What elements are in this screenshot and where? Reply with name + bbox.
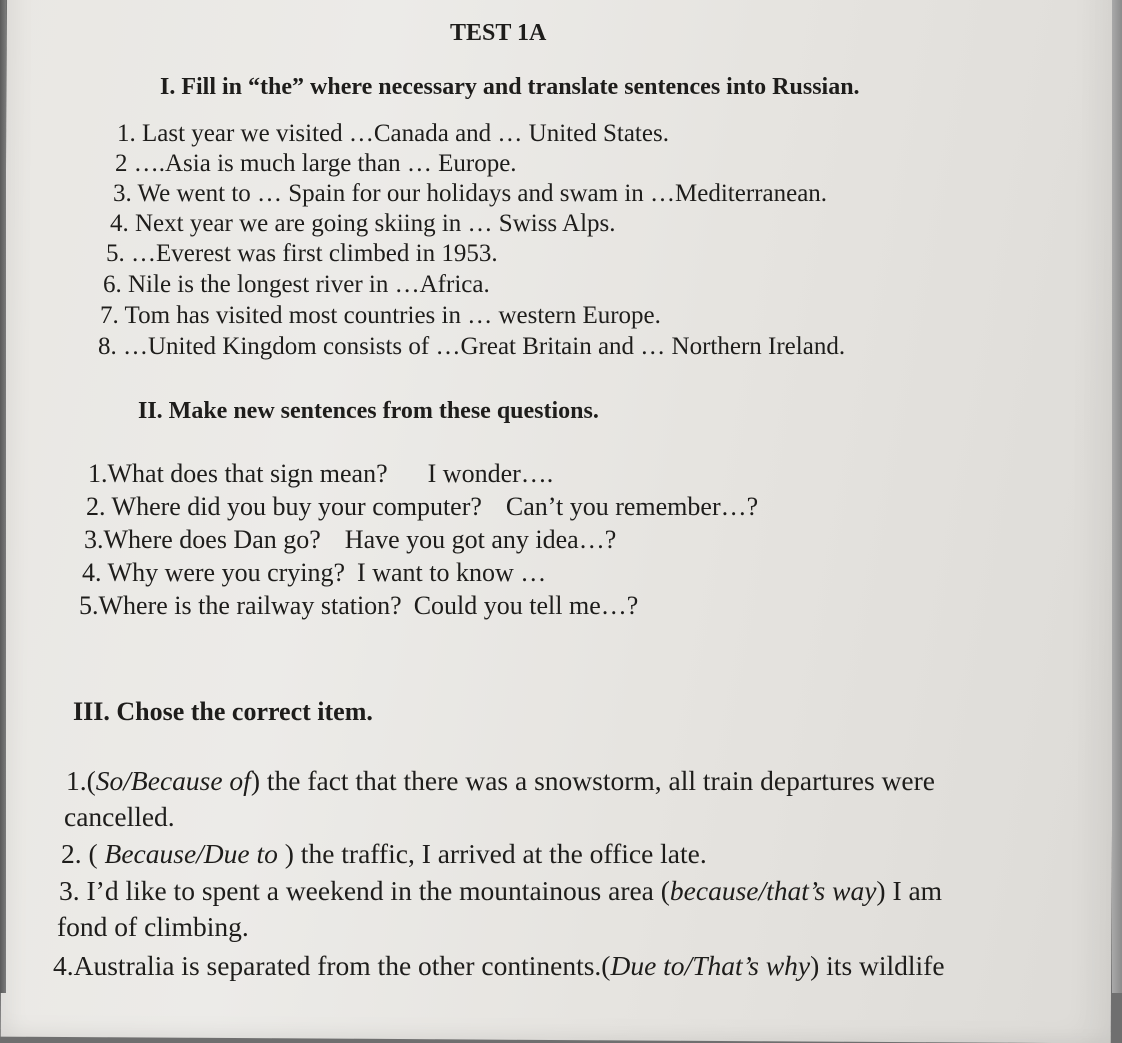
section-3-item-4 <box>53 950 945 982</box>
section-1-item-5: 5. …Everest was first climbed in 1953. <box>106 240 498 267</box>
section-2-heading: II. Make new sentences from these questions. <box>138 398 599 424</box>
section-1-item-8: 8. …United Kingdom consists of …Great Britain and … Northern Ireland. <box>98 333 846 360</box>
section-3-item-3 <box>59 875 942 907</box>
item-4-suffix: ) its wildlife <box>810 950 945 981</box>
item-3-suffix: ) I am <box>876 875 943 906</box>
section-2-item-2 <box>86 492 758 522</box>
section-1-item-4: 4. Next year we are going skiing in … Swiss Alps. <box>110 210 616 237</box>
question-2: 2. Where did you buy your computer? <box>86 492 482 521</box>
item-4-options: Due to/That’s why <box>610 950 811 981</box>
item-4-prefix: 4.Australia is separated from the other continents.( <box>53 950 611 981</box>
section-3-item-1-cont: cancelled. <box>64 801 175 832</box>
prompt-2: Can’t you remember…? <box>505 492 759 521</box>
item-2-prefix: 2. ( <box>61 838 105 869</box>
item-3-options: because/that’s way <box>669 875 877 906</box>
section-2-item-5 <box>79 591 638 621</box>
test-title: TEST 1A <box>450 20 547 46</box>
item-1-suffix: ) the fact that there was a snowstorm, all train departures were <box>250 765 935 796</box>
prompt-4: I want to know … <box>357 558 547 587</box>
item-1-prefix: 1.( <box>66 765 96 796</box>
section-1-item-7: 7. Tom has visited most countries in … western Europe. <box>100 302 661 329</box>
section-3-heading: III. Chose the correct item. <box>73 697 373 726</box>
prompt-1: I wonder…. <box>427 459 554 488</box>
section-1-item-3: 3. We went to … Spain for our holidays and swam in …Mediterranean. <box>113 180 828 207</box>
section-3-item-1 <box>66 765 935 797</box>
section-1-item-2: 2 ….Asia is much large than … Europe. <box>115 150 517 177</box>
section-2-item-3 <box>84 525 616 555</box>
question-3: 3.Where does Dan go? <box>84 525 321 554</box>
section-3-item-3-cont: fond of climbing. <box>57 911 249 942</box>
prompt-5: Could you tell me…? <box>413 591 639 620</box>
background-edge-right <box>1112 0 1122 993</box>
section-3-item-2 <box>61 838 707 870</box>
question-4: 4. Why were you crying? <box>82 558 346 587</box>
item-2-options: Because/Due to <box>104 838 278 869</box>
section-1-heading: I. Fill in “the” where necessary and translate sentences into Russian. <box>160 74 860 100</box>
section-1-item-6: 6. Nile is the longest river in …Africa. <box>103 271 490 298</box>
item-3-prefix: 3. I’d like to spent a weekend in the mountainous area ( <box>59 875 670 906</box>
item-1-options: So/Because of <box>95 765 251 796</box>
prompt-3: Have you got any idea…? <box>344 525 617 554</box>
question-1: 1.What does that sign mean? <box>88 459 388 488</box>
background-shadow-left <box>0 0 6 993</box>
question-5: 5.Where is the railway station? <box>79 591 402 620</box>
section-1-item-1: 1. Last year we visited …Canada and … United States. <box>117 120 669 147</box>
section-2-item-4 <box>82 558 546 588</box>
section-2-item-1 <box>88 459 553 489</box>
item-2-suffix: ) the traffic, I arrived at the office late. <box>277 838 707 869</box>
